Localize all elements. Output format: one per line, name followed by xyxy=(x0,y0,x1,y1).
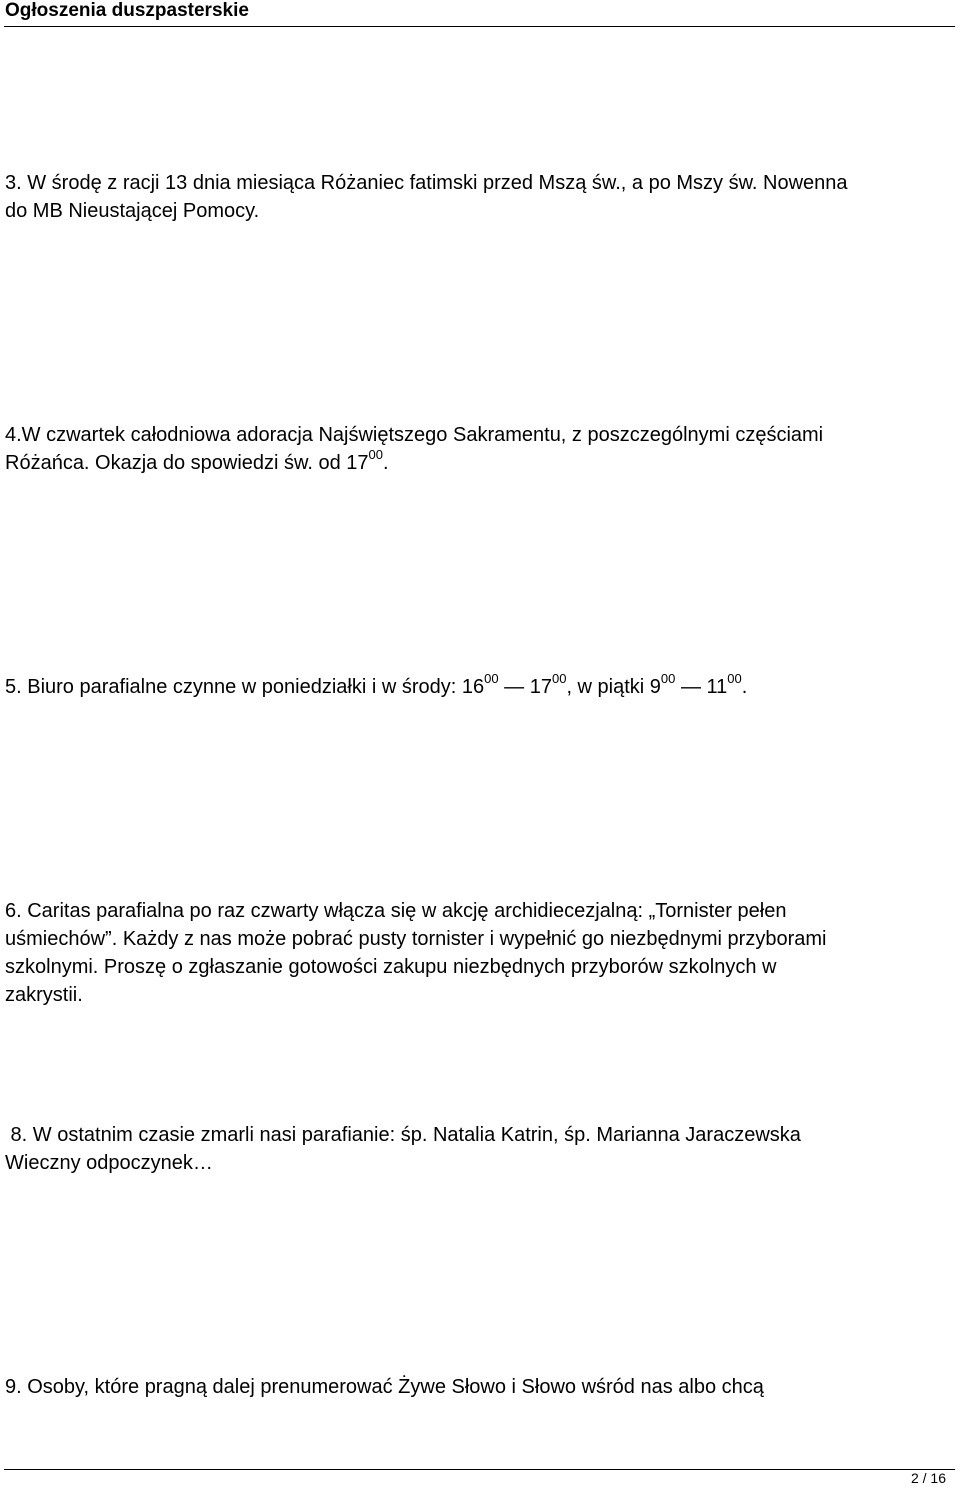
announcement-8-line-1: 8. W ostatnim czasie zmarli nasi parafianie: śp. Natalia Katrin, śp. Marianna Jaraczewska xyxy=(5,1124,801,1146)
announcement-8 xyxy=(5,1121,945,1177)
announcement-3 xyxy=(5,169,945,225)
announcement-4 xyxy=(5,421,945,477)
announcement-3-line-2: do MB Nieustającej Pomocy. xyxy=(5,200,260,222)
time-superscript: 00 xyxy=(660,671,676,687)
announcement-6-line-3: szkolnymi. Proszę o zgłaszanie gotowości zakupu niezbędnych przyborów szkolnych w xyxy=(5,956,777,978)
announcement-9 xyxy=(5,1373,945,1401)
office-hours-text-4: — 11 xyxy=(675,676,728,698)
document-title: Ogłoszenia duszpasterskie xyxy=(5,0,249,21)
announcement-6-line-4: zakrystii. xyxy=(5,984,83,1006)
announcement-4-line-2 xyxy=(5,449,945,477)
page-number: 2 / 16 xyxy=(910,1470,946,1486)
announcement-6-line-2: uśmiechów”. Każdy z nas może pobrać pusty tornister i wypełnić go niezbędnymi przyborami xyxy=(5,928,827,950)
office-hours-text-1: 5. Biuro parafialne czynne w poniedziałki i w środy: 16 xyxy=(5,676,485,698)
footer-divider xyxy=(4,1469,955,1470)
announcement-8-line-2: Wieczny odpoczynek… xyxy=(5,1152,213,1174)
announcement-4-line-1: 4.W czwartek całodniowa adoracja Najświętszego Sakramentu, z poszczególnymi częściami xyxy=(5,424,824,446)
announcement-6-line-1: 6. Caritas parafialna po raz czwarty włącza się w akcję archidiecezjalną: „Tornister pełen xyxy=(5,900,787,922)
announcement-3-line-1: 3. W środę z racji 13 dnia miesiąca Różaniec fatimski przed Mszą św., a po Mszy św. Nowenna xyxy=(5,172,848,194)
announcement-5-line-1 xyxy=(5,673,945,701)
header-divider xyxy=(4,26,955,27)
office-hours-text-2: — 17 xyxy=(498,676,552,698)
office-hours-text-5: . xyxy=(741,676,748,698)
announcement-5 xyxy=(5,673,945,701)
announcement-9-line-1: 9. Osoby, które pragną dalej prenumerować Żywe Słowo i Słowo wśród nas albo chcą xyxy=(5,1376,764,1398)
announcement-6 xyxy=(5,897,945,1009)
announcement-4-end: . xyxy=(383,452,389,474)
announcement-4-text: Różańca. Okazja do spowiedzi św. od 17 xyxy=(5,452,369,474)
time-superscript: 00 xyxy=(484,671,499,687)
office-hours-text-3: , w piątki 9 xyxy=(566,676,661,698)
time-superscript: 00 xyxy=(368,447,384,463)
time-superscript: 00 xyxy=(727,671,742,687)
time-superscript: 00 xyxy=(551,671,567,687)
